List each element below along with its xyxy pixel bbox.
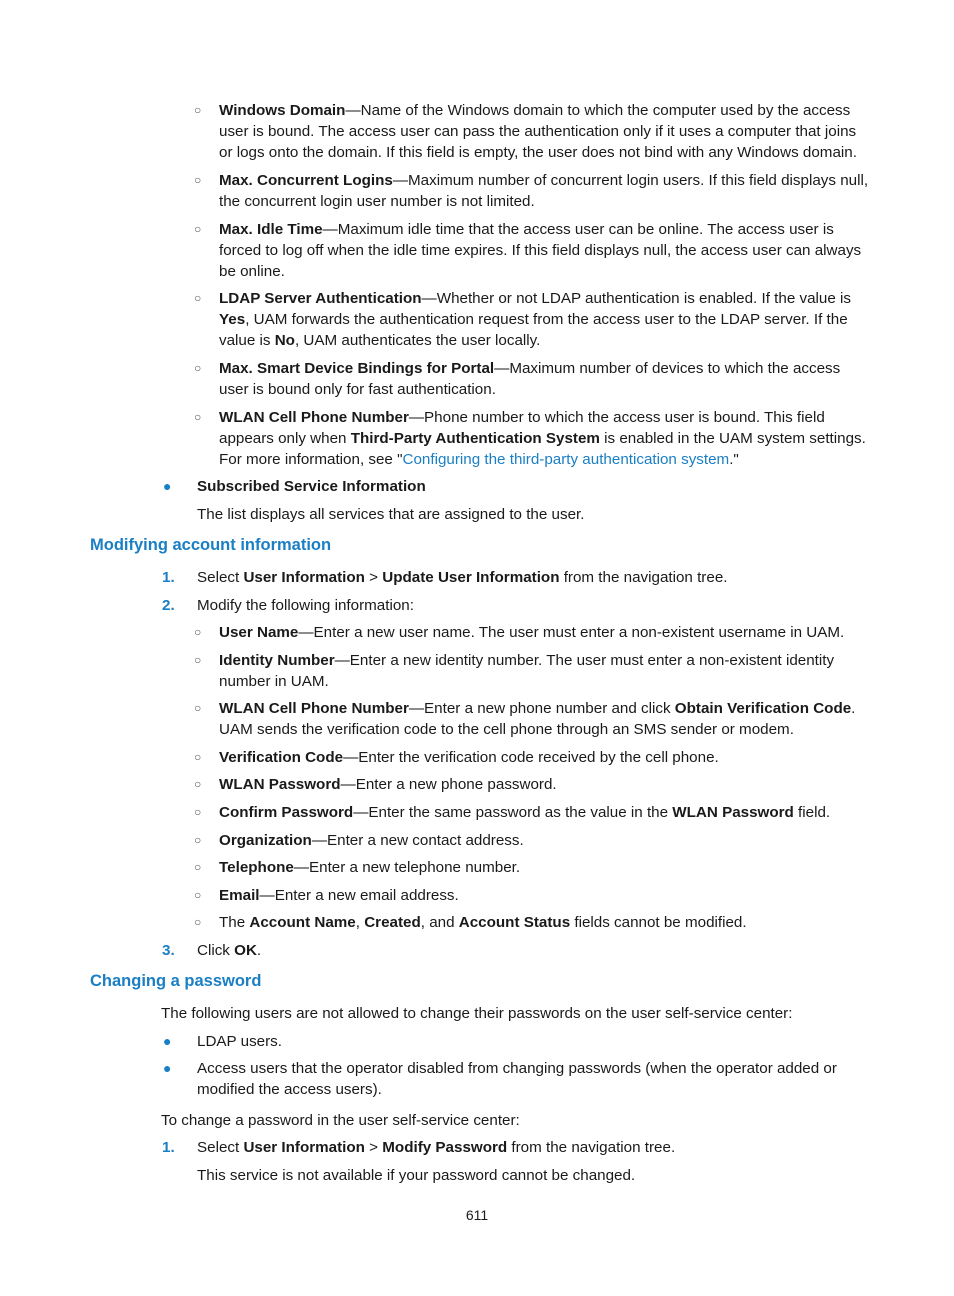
step-1-text: Select User Information > Modify Password from the navigation tree. (197, 1139, 676, 1156)
circle-bullet-icon: ○ (194, 173, 202, 187)
list-item: Telephone—Enter a new telephone number. (219, 859, 521, 876)
step-3-text: Click OK. (197, 942, 262, 959)
list-item: User Name—Enter a new user name. The user must enter a non-existent username in UAM. (219, 624, 845, 641)
circle-bullet-icon: ○ (194, 653, 202, 667)
circle-bullet-icon: ○ (194, 833, 202, 847)
circle-bullet-icon: ○ (194, 103, 202, 117)
circle-bullet-icon: ○ (194, 410, 202, 424)
step-number: 1. (162, 569, 175, 586)
step-number: 2. (162, 597, 175, 614)
step-note: This service is not available if your password cannot be changed. (197, 1167, 636, 1184)
list-item: Access users that the operator disabled from changing passwords (when the operator added or modified the access users). (197, 1060, 837, 1099)
lead-text: To change a password in the user self-service center: (161, 1112, 520, 1129)
circle-bullet-icon: ○ (194, 291, 202, 305)
circle-bullet-icon: ○ (194, 361, 202, 375)
list-item: LDAP Server Authentication—Whether or not LDAP authentication is enabled. If the value is Yes, UAM forwards the authentication request from the access user to the LDAP server. If the value is No, UAM authenticates the user locally. (219, 290, 851, 350)
list-item: Windows Domain—Name of the Windows domain to which the computer used by the access user is bound. The access user can pass the authentication only if it uses a computer that joins or logs onto the domain. If this field is empty, the user does not bind with any Windows domain. (219, 102, 857, 162)
subscribed-desc: The list displays all services that are assigned to the user. (197, 506, 585, 523)
circle-bullet-icon: ○ (194, 860, 202, 874)
circle-bullet-icon: ○ (194, 888, 202, 902)
bullet-icon: ● (163, 1033, 172, 1049)
subscribed-title: Subscribed Service Information (197, 478, 426, 495)
step-number: 3. (162, 942, 175, 959)
step-1-text: Select User Information > Update User Information from the navigation tree. (197, 569, 728, 586)
list-item: Max. Concurrent Logins—Maximum number of concurrent login users. If this field displays null, the concurrent login user number is not limited. (219, 172, 869, 211)
step-2-text: Modify the following information: (197, 597, 414, 614)
bullet-icon: ● (163, 1060, 172, 1076)
list-item: WLAN Cell Phone Number—Phone number to which the access user is bound. This field appears only when Third-Party Authentication System is enabled in the UAM system settings. For more information, see "Configuring the third-party authentication system." (219, 409, 866, 469)
circle-bullet-icon: ○ (194, 222, 202, 236)
list-item: WLAN Cell Phone Number—Enter a new phone number and click Obtain Verification Code. UAM sends the verification code to the cell phone through an SMS sender or modem. (219, 700, 856, 739)
list-item: Max. Smart Device Bindings for Portal—Maximum number of devices to which the access user is bound only for fast authentication. (219, 360, 841, 399)
circle-bullet-icon: ○ (194, 805, 202, 819)
list-item: Identity Number—Enter a new identity number. The user must enter a non-existent identity number in UAM. (219, 652, 835, 691)
circle-bullet-icon: ○ (194, 915, 202, 929)
circle-bullet-icon: ○ (194, 701, 202, 715)
list-item: Max. Idle Time—Maximum idle time that the access user can be online. The access user is forced to log off when the idle time expires. If this field displays null, the access user can always be online. (219, 221, 862, 281)
page-number: 611 (465, 1207, 489, 1223)
step-number: 1. (162, 1139, 175, 1156)
section-heading-changing-password: Changing a password (90, 972, 262, 990)
list-item: Email—Enter a new email address. (219, 887, 459, 904)
list-item: LDAP users. (197, 1033, 282, 1050)
bullet-icon: ● (163, 478, 172, 494)
third-party-auth-link[interactable]: Configuring the third-party authentication system (402, 451, 730, 469)
circle-bullet-icon: ○ (194, 750, 202, 764)
list-item: Organization—Enter a new contact address. (219, 832, 524, 849)
list-item: Confirm Password—Enter the same password as the value in the WLAN Password field. (219, 804, 831, 821)
list-item: Verification Code—Enter the verification code received by the cell phone. (219, 749, 719, 766)
circle-bullet-icon: ○ (194, 777, 202, 791)
section-heading-modifying: Modifying account information (90, 536, 332, 554)
intro-text: The following users are not allowed to change their passwords on the user self-service center: (161, 1005, 793, 1022)
list-item: The Account Name, Created, and Account Status fields cannot be modified. (219, 914, 747, 931)
circle-bullet-icon: ○ (194, 625, 202, 639)
list-item: WLAN Password—Enter a new phone password. (219, 776, 557, 793)
